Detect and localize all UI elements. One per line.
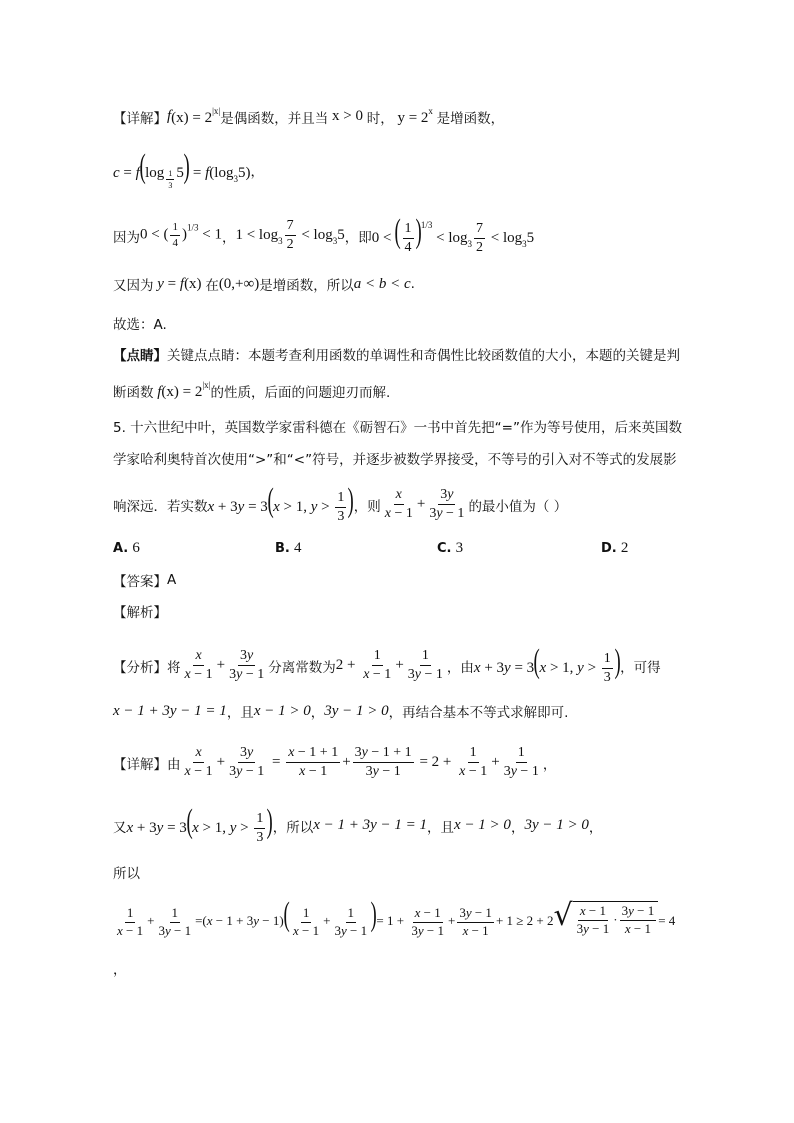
cond-x-gt-0: x > 0 [328,108,367,124]
analysis-tag-2: 【分析】 [113,659,167,676]
q5-text-a: 响深远．若实数 [113,498,208,515]
option-a: A. 6 [113,540,140,556]
solution-final-expr: $\frac{1}{x - 1}$ + $\frac{1}{3y - 1}$ =(x − 1 + 3y − 1)( $\frac{1}{x - 1}$ + $\frac{1}{3y - 1}$ )= 1 + $\frac{x - 1}{3y - 1}$ + $\frac{3y - 1}{x - 1}$ + 1 ≥ 2 + 2 √ $\frac{x - 1}{3y - 1}$ · $\frac{3y - 1}{x - 1}$ = 4 [117,896,676,938]
solution-line-1 [113,745,734,780]
option-b: B. 4 [275,540,302,556]
q5-line-2: 学家哈利奥特首次使用“>”和“<”符号，并逐步被数学界接受，不等号的引入对不等式的发展影 [113,452,677,468]
interval: (0,+∞) [218,275,260,292]
note-judge: 断函数 [113,384,154,401]
solution-cond: x + 3y = 3(x > 1, y > $\frac{1}{3}$ ) [126,803,274,846]
period: . [410,276,415,292]
analysis-t1: 将 [167,659,181,676]
solution-expr: $\frac{x}{x - 1}$ + $\frac{3y}{3y - 1}$ = $\frac{x - 1 + 1}{x - 1}$ + $\frac{3y - 1 + 1}{3y - 1}$ = 2 + $\frac{1}{x - 1}$ + $\frac{1}{3y - 1}$ [184,745,539,780]
ineq-b-range: $1 < \log_3$ $\frac{7}{2}$ < $\log_35$ [235,217,345,253]
option-c: C. 3 [437,540,464,556]
choose-line: 故选：A. [113,317,167,333]
text-increasing: 是增函数， [436,110,505,127]
solution-tag: 【详解】 [113,756,167,773]
text-so: ，即 [344,229,372,246]
text-also-because: 又因为 [113,278,154,294]
detail-line-3 [113,215,734,256]
solution-and: ，且 [427,819,455,836]
solution-sep: ， [510,819,525,836]
text-even-function: 是偶函数，并且当 [220,110,329,127]
analysis-rest: ，再结合基本不等式求解即可. [388,705,569,721]
q5-text-c: 的最小值为（ ） [468,498,568,515]
formula-c-eq: c = f(log $_{\frac{1}{3}}$ $5) = f(\log_35)$ [113,148,251,191]
solution-ineq2: 3y − 1 > 0 [524,817,589,834]
q5-line-1: 5. 十六世纪中叶，英国数学家雷科德在《砺智石》一书中首先把“=”作为等号使用，后来英国数 [113,420,682,436]
solution-trailing-comma: ， [113,962,127,978]
solution-end2: ， [588,819,603,836]
note-rest: 的性质，后面的问题迎刃而解. [210,384,391,401]
analysis-cond: x + 3y = 3(x > 1, y > $\frac{1}{3}$ ) [473,643,621,686]
analysis-tag: 【解析】 [113,605,167,621]
analysis-t2: 分离常数为 [268,659,336,676]
formula-f-def-2: $f(x) = 2^{|x|}$ [157,380,211,400]
answer-tag: 【答案】 [113,574,167,590]
analysis-t4: ，可得 [620,659,661,676]
analysis-ineq2: 3y − 1 > 0 [324,702,389,719]
detail-line-2 [113,150,734,191]
q5-expression: $\frac{x}{x - 1}$ + $\frac{3y}{3y - 1}$ [384,486,465,522]
formula-f-def: f [167,108,172,124]
solution-line-2 [113,805,734,846]
paren-x: $(x) = 2^{|x|}$ [171,106,221,126]
solution-by: 由 [167,756,181,773]
analysis-and: ，且 [226,705,254,721]
analysis-split: 2 + $\frac{1}{x - 1}$ + $\frac{1}{3y - 1}$ [335,647,443,683]
note-tag: 【点睛】 [113,348,167,364]
answer-line [113,570,734,590]
analysis-t3: ，由 [446,659,474,676]
sep-comma: ， [221,229,236,246]
solution-end: ， [542,756,557,773]
q5-text-b: ，则 [353,498,381,515]
solution-so-line: 所以 [113,866,140,882]
option-d: D. 2 [601,540,629,556]
conclusion-abc: a < b < c [353,275,411,292]
analysis-sep: ， [310,705,325,721]
text-increasing-so: 是增函数，所以 [259,278,354,294]
solution-also: 又 [113,819,127,836]
formula-y-2x: $y = 2^x$ [393,106,433,126]
solution-ineq1: x − 1 > 0 [454,817,511,834]
solution-eq: x − 1 + 3y − 1 = 1 [313,817,428,834]
note-line-2 [113,380,734,401]
text-when: 时， [366,110,394,127]
ineq-a-range: 0 < ( $\frac{1}{4}$ )$^{1/3}$ < 1 [140,221,222,250]
detail-line-4 [113,274,734,294]
comma: ， [250,164,264,181]
note-text: 关键点点睛：本题考查利用函数的单调性和奇偶性比较函数值的大小，本题的关键是判 [167,348,680,364]
analysis-expr: $\frac{x}{x - 1}$ + $\frac{3y}{3y - 1}$ [184,647,265,683]
analysis-line-1 [113,645,734,686]
analysis-line-2 [113,701,734,721]
analysis-ineq1: x − 1 > 0 [253,702,311,719]
answer-value: A [167,572,177,588]
text-on: 在 [205,278,219,294]
text-because: 因为 [113,229,140,246]
solution-so: ，所以 [272,819,314,836]
solution-line-4 [113,898,734,938]
q5-condition: x + 3y = 3(x > 1, y > $\frac{1}{3}$ ) [207,482,355,525]
detail-line-1 [113,106,734,127]
q5-line-3 [113,484,734,525]
note-line-1 [113,344,734,364]
analysis-eq: x − 1 + 3y − 1 = 1 [113,702,227,719]
detail-tag: 【详解】 [113,110,167,127]
ineq-chain: 0 < ( $\frac{1}{4}$ )$^{1/3} < \log_3$ $\frac{7}{2}$ < $\log_35$ [371,213,535,256]
formula-y-fx: y = f(x) [157,275,206,292]
